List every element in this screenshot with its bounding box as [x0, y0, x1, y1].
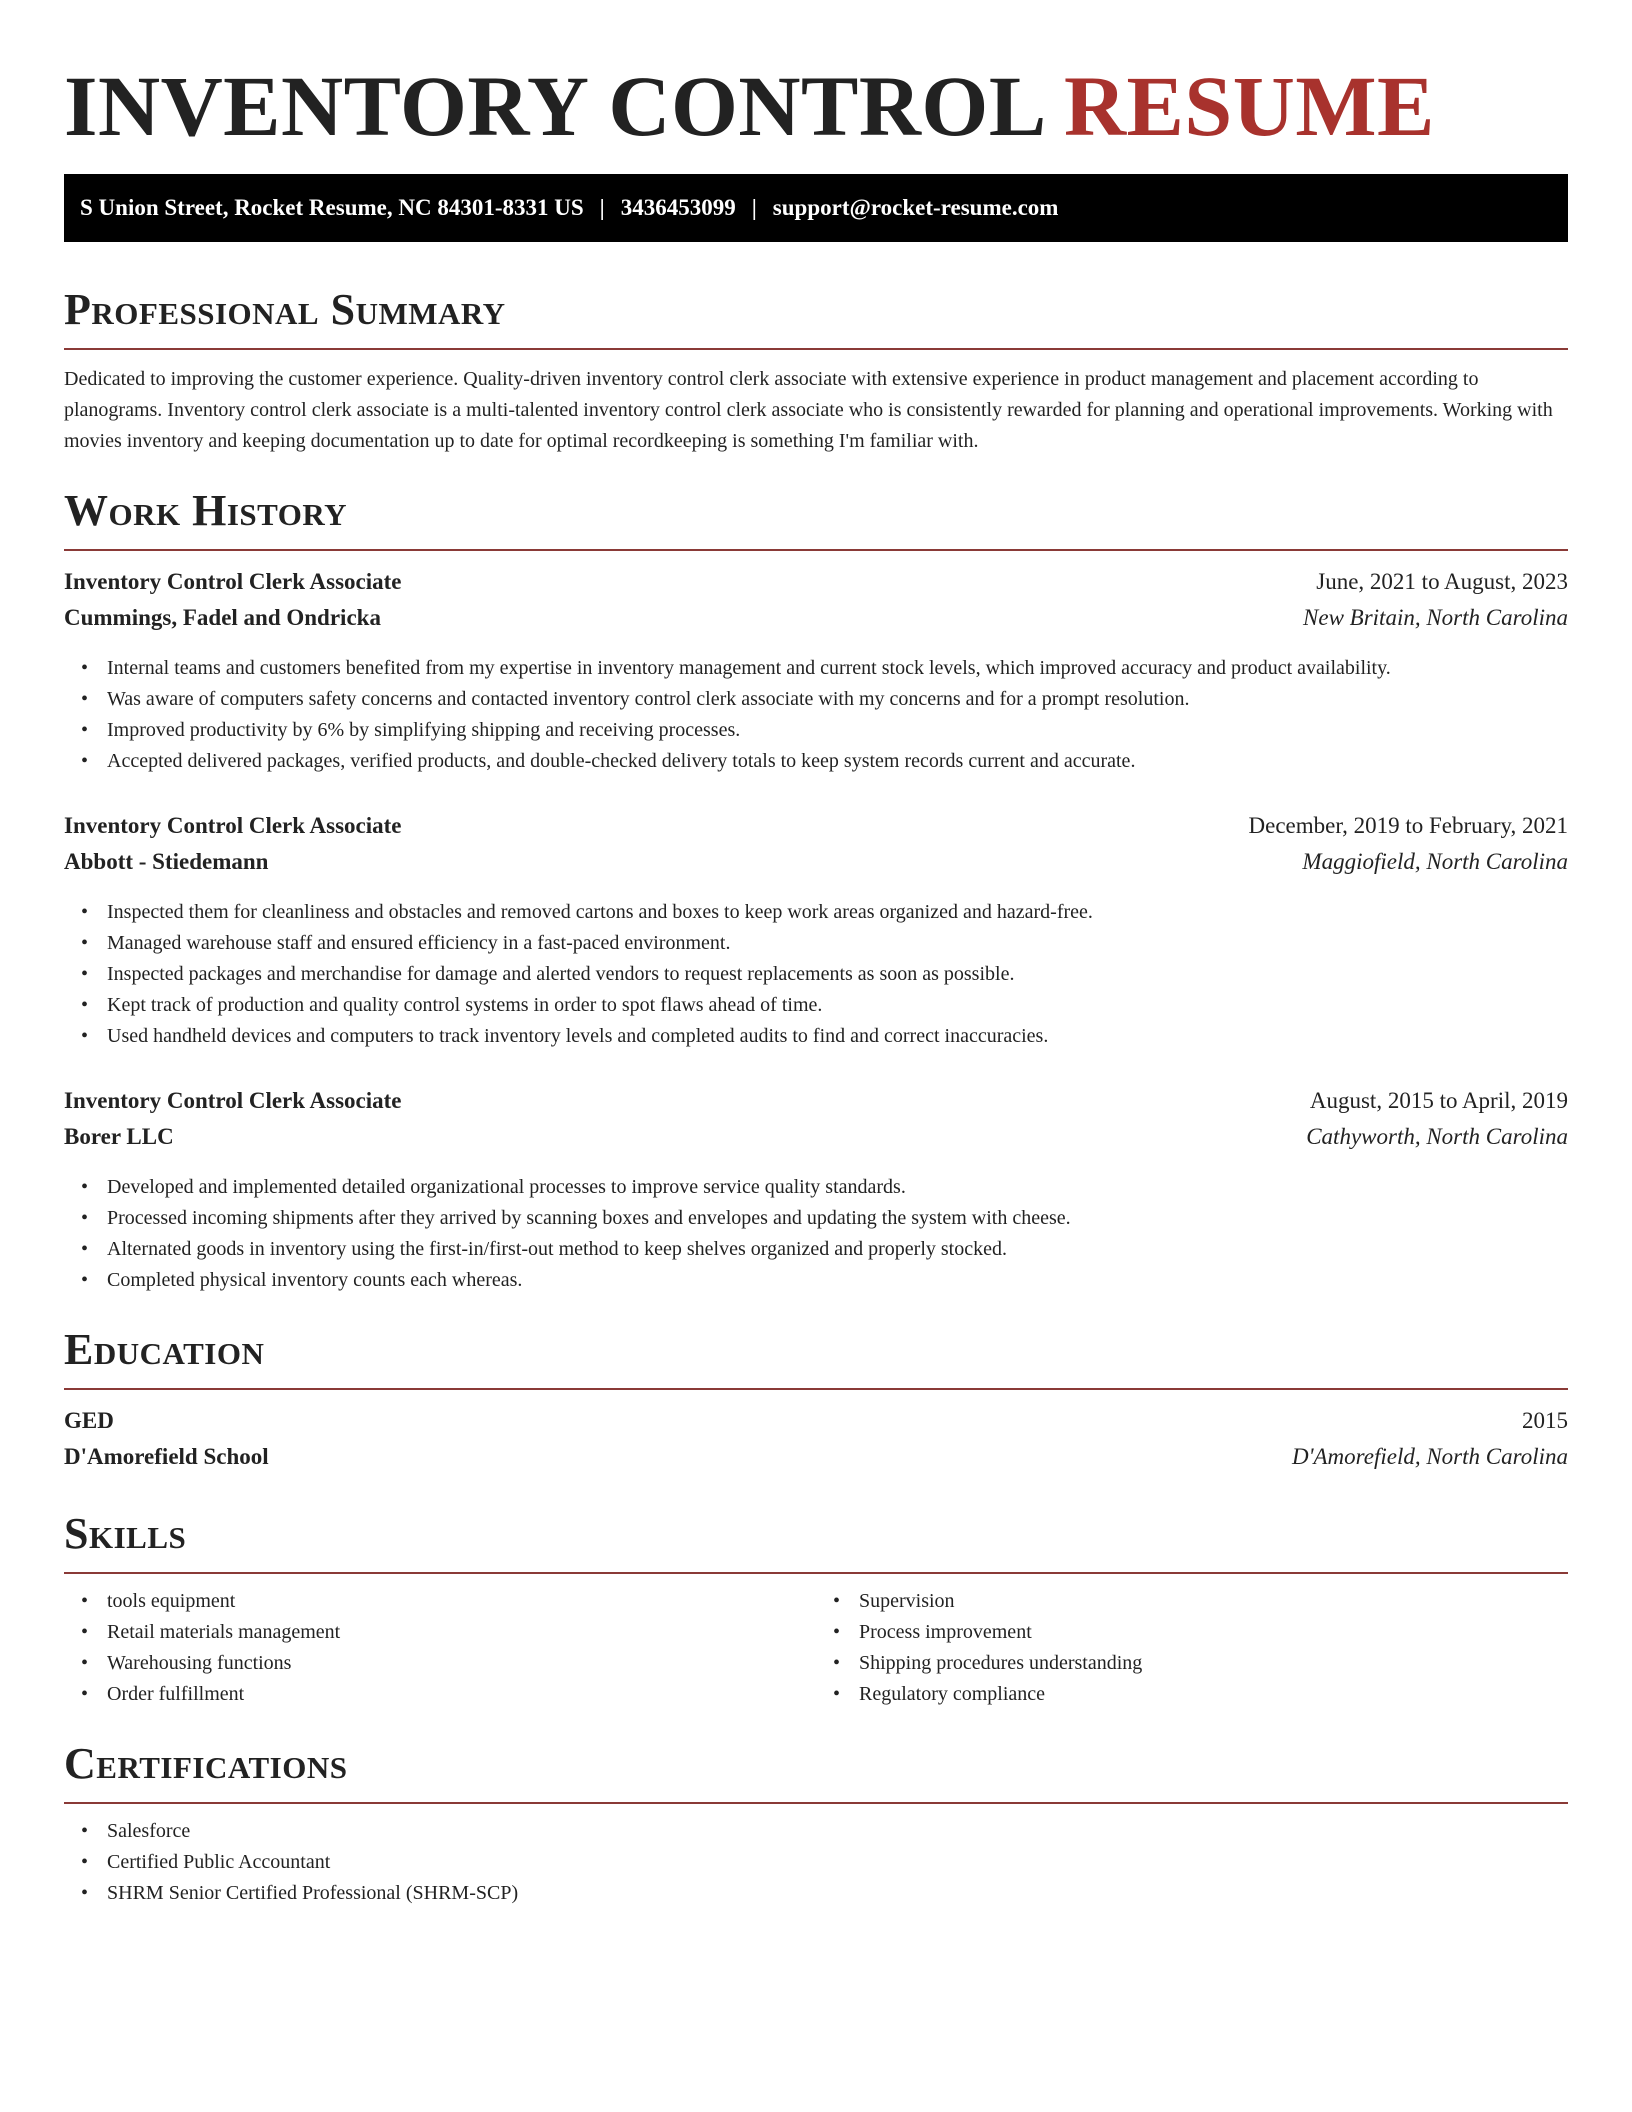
list-item: • Completed physical inventory counts each whereas. — [81, 1269, 523, 1291]
education-year: 2015 — [1522, 1408, 1568, 1433]
section-divider — [64, 1572, 1568, 1574]
list-item: • Developed and implemented detailed organizational processes to improve service quality standards. — [81, 1176, 906, 1198]
job-company: Borer LLC — [64, 1124, 174, 1149]
skills-column-right — [816, 1586, 1568, 1710]
job-bullets — [64, 1172, 1568, 1296]
skills-heading: Skills — [64, 1509, 187, 1558]
education-school: D'Amorefield School — [64, 1444, 269, 1469]
job-company: Cummings, Fadel and Ondricka — [64, 605, 381, 630]
skills-list — [816, 1586, 1568, 1710]
contact-separator: | — [599, 195, 605, 220]
contact-address: S Union Street, Rocket Resume, NC 84301-8331 US — [80, 195, 584, 220]
job-dates: December, 2019 to February, 2021 — [1248, 813, 1568, 838]
list-item: • Processed incoming shipments after they arrived by scanning boxes and envelopes and updating the system with cheese. — [81, 1207, 1071, 1229]
list-item: • Was aware of computers safety concerns and contacted inventory control clerk associate with my concerns and for a prompt resolution. — [81, 688, 1190, 710]
job-title: Inventory Control Clerk Associate — [64, 1088, 402, 1113]
job-title: Inventory Control Clerk Associate — [64, 569, 402, 594]
education-degree: GED — [64, 1408, 114, 1433]
section-divider — [64, 348, 1568, 350]
list-item: • Process improvement — [833, 1621, 1032, 1643]
section-divider — [64, 549, 1568, 551]
section-divider — [64, 1388, 1568, 1390]
title-accent: RESUME — [1063, 58, 1435, 154]
contact-phone: 3436453099 — [620, 195, 736, 220]
education-section — [64, 1324, 1568, 1480]
list-item: • Accepted delivered packages, verified products, and double-checked delivery totals to keep system records current and accurate. — [81, 750, 1136, 772]
list-item: • Retail materials management — [81, 1621, 341, 1643]
list-item: • Inspected packages and merchandise for damage and alerted vendors to request replacements as soon as possible. — [81, 963, 1015, 985]
list-item: • Kept track of production and quality control systems in order to spot flaws ahead of time. — [81, 994, 823, 1016]
work-history-heading: Work History — [64, 486, 348, 535]
skills-grid — [64, 1586, 1568, 1710]
list-item: • Salesforce — [81, 1820, 191, 1842]
summary-heading: Professional Summary — [64, 285, 506, 334]
section-divider — [64, 1802, 1568, 1804]
education-location: D'Amorefield, North Carolina — [1291, 1444, 1568, 1469]
list-item: • Certified Public Accountant — [81, 1851, 331, 1873]
job-bullets — [64, 897, 1568, 1052]
job-dates: June, 2021 to August, 2023 — [1316, 569, 1568, 594]
list-item: • Supervision — [833, 1590, 955, 1612]
list-item: • Regulatory compliance — [833, 1683, 1046, 1705]
title-main: INVENTORY CONTROL — [64, 58, 1042, 154]
job-location: Cathyworth, North Carolina — [1306, 1124, 1568, 1149]
job-entry — [64, 569, 1568, 777]
list-item: • Inspected them for cleanliness and obstacles and removed cartons and boxes to keep work areas organized and hazard-free. — [81, 901, 1093, 923]
job-entry — [64, 1088, 1568, 1296]
job-bullets — [64, 653, 1568, 777]
certifications-heading: Certifications — [64, 1739, 348, 1788]
job-location: New Britain, North Carolina — [1303, 605, 1568, 630]
job-company: Abbott - Stiedemann — [64, 849, 269, 874]
skills-column-left — [64, 1586, 816, 1710]
resume-title — [64, 56, 1568, 156]
contact-email: support@rocket-resume.com — [772, 195, 1059, 220]
skills-list — [64, 1586, 816, 1710]
list-item: • Used handheld devices and computers to track inventory levels and completed audits to find and correct inaccuracies. — [81, 1025, 1049, 1047]
summary-text: Dedicated to improving the customer experience. Quality-driven inventory control clerk associate with extensive experience in product management and placement according to planograms. Inventory control clerk associate is a multi-talented inventory control clerk associate who is consistently rewarded for planning and operational improvements. Working with movies inventory and keeping documentation up to date for optimal recordkeeping is something I'm familiar with. — [64, 368, 1553, 452]
job-entry — [64, 813, 1568, 1052]
summary-section — [64, 284, 1568, 457]
list-item: • Internal teams and customers benefited from my expertise in inventory management and current stock levels, which improved accuracy and product availability. — [81, 657, 1391, 679]
certifications-list — [64, 1816, 1568, 1909]
list-item: • tools equipment — [81, 1590, 236, 1612]
list-item: • Shipping procedures understanding — [833, 1652, 1143, 1674]
certifications-section — [64, 1738, 1568, 1909]
job-dates: August, 2015 to April, 2019 — [1309, 1088, 1568, 1113]
list-item: • Improved productivity by 6% by simplifying shipping and receiving processes. — [81, 719, 741, 741]
contact-separator: | — [751, 195, 757, 220]
job-location: Maggiofield, North Carolina — [1302, 849, 1568, 874]
list-item: • Managed warehouse staff and ensured efficiency in a fast-paced environment. — [81, 932, 731, 954]
list-item: • SHRM Senior Certified Professional (SHRM-SCP) — [81, 1882, 519, 1904]
contact-bar — [64, 174, 1568, 242]
list-item: • Alternated goods in inventory using the first-in/first-out method to keep shelves organized and properly stocked. — [81, 1238, 1007, 1260]
list-item: • Order fulfillment — [81, 1683, 245, 1705]
list-item: • Warehousing functions — [81, 1652, 292, 1674]
skills-section — [64, 1508, 1568, 1710]
education-heading: Education — [64, 1325, 265, 1374]
work-history-section — [64, 485, 1568, 1296]
education-entry — [64, 1408, 1568, 1480]
job-title: Inventory Control Clerk Associate — [64, 813, 402, 838]
